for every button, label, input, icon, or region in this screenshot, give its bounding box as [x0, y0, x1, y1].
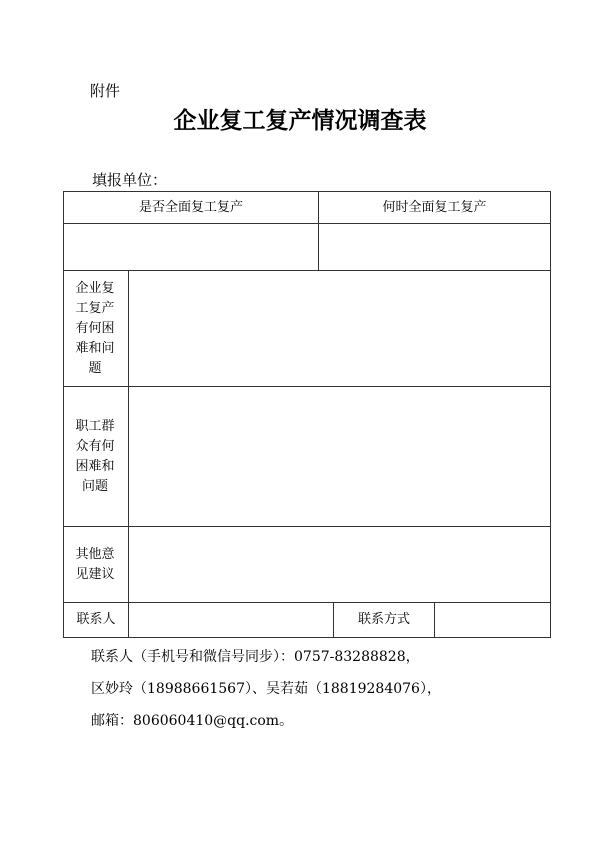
row-label-worker-difficulties [66, 387, 124, 526]
answer-full-resumption-cell[interactable] [64, 224, 318, 270]
contact-person-input-cell[interactable] [129, 603, 333, 637]
contact-method-input-cell[interactable] [435, 603, 550, 637]
row-label-enterprise-difficulties [66, 271, 124, 386]
contact-note-email: 邮箱：806060410@qq.com。 [91, 713, 294, 729]
other-suggestions-input-cell[interactable] [129, 527, 550, 602]
enterprise-difficulties-input-cell[interactable] [129, 271, 550, 386]
row-label-other-suggestions-text: 其他意见建议 [75, 546, 115, 582]
fill-unit-label: 填报单位： [92, 171, 168, 189]
attachment-label: 附件 [90, 82, 121, 100]
answer-resumption-time-cell[interactable] [319, 224, 550, 270]
row-label-enterprise-difficulties-text: 企业复工复产有何困难和问题 [75, 280, 115, 376]
worker-difficulties-input-cell[interactable] [129, 387, 550, 526]
header-full-resumption: 是否全面复工复产 [138, 199, 243, 215]
header-resumption-time: 何时全面复工复产 [382, 199, 487, 215]
contact-method-label: 联系方式 [357, 612, 410, 627]
contact-note-line-1: 联系人（手机号和微信号同步）：0757-83288828， [91, 649, 420, 665]
row-label-other-suggestions [66, 527, 124, 602]
table-border-bottom [63, 637, 551, 638]
page-title: 企业复工复产情况调查表 [173, 107, 427, 134]
table-border-right [550, 191, 551, 638]
contact-note-line-2: 区妙玲（18988661567）、吴若茹（18819284076）， [91, 681, 441, 697]
contact-person-label: 联系人 [76, 612, 116, 627]
row-label-worker-difficulties-text: 职工群众有何困难和问题 [75, 418, 115, 494]
